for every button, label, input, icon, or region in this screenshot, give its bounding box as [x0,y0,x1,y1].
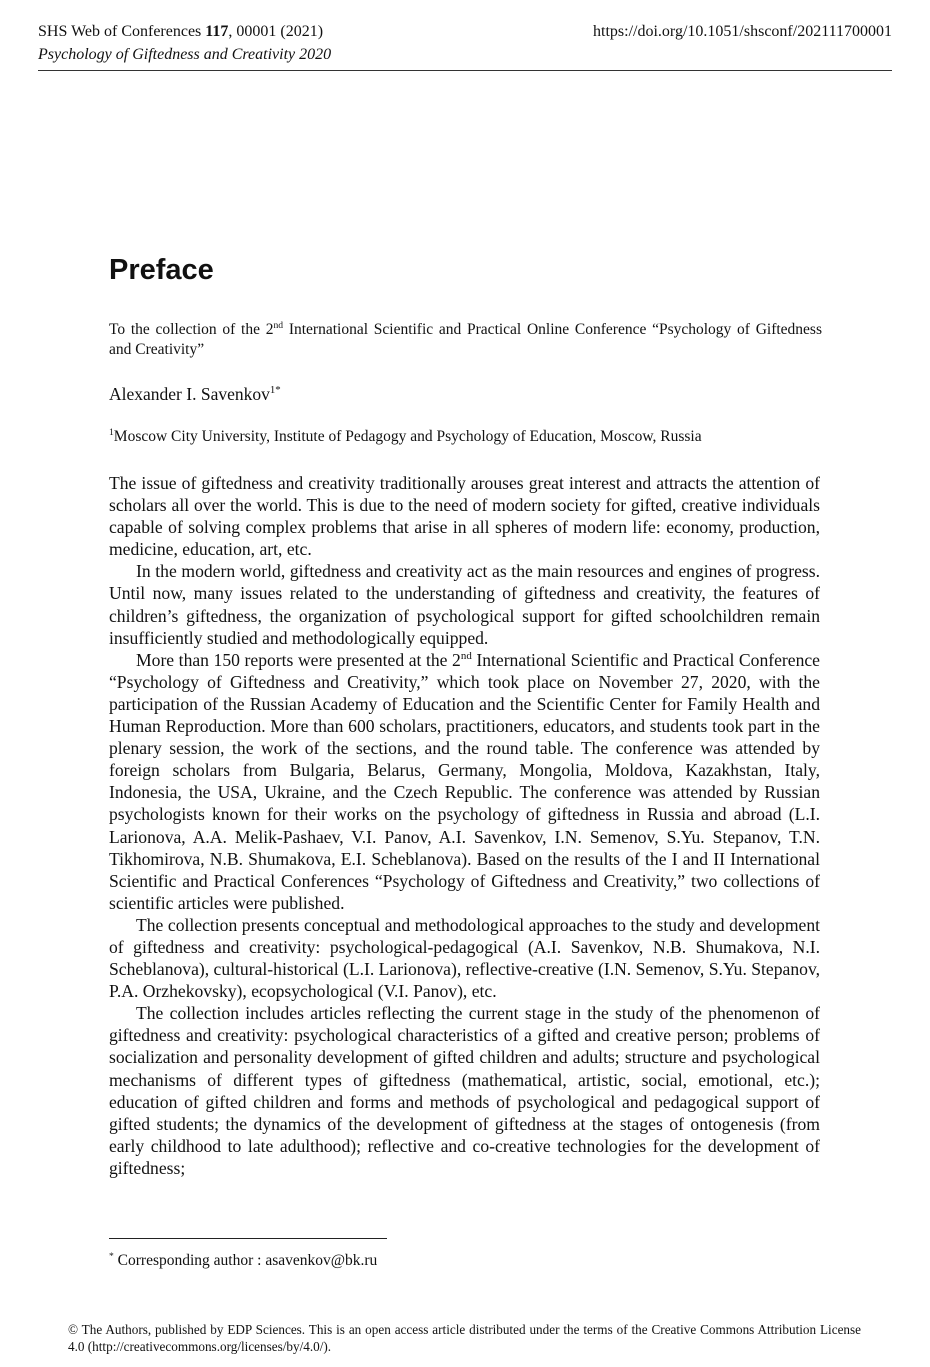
subtitle-ordinal: nd [273,319,284,331]
article-title: Preface [109,254,214,286]
footnote [109,1251,377,1271]
footnote-divider [109,1238,387,1239]
author-name: Alexander I. Savenkov [109,384,270,404]
author-line [109,383,281,405]
body-paragraph-3 [109,649,820,914]
affiliation-line [109,427,702,447]
article-body [109,472,820,1179]
doi-link[interactable]: https://doi.org/10.1051/shsconf/202111700001 [593,23,892,40]
paragraph-3-start: More than 150 reports were presented at the 2 [136,649,461,670]
footnote-marker: * [109,1250,114,1262]
running-header [38,20,892,71]
body-paragraph-4: The collection presents conceptual and methodological approaches to the study and development of giftedness and creativity: psychological-pedagogical (A.I. Savenkov, N.B. Shumakova, N.I. Scheblanova), cultural-historical (L.I. Larionova), reflective-creative (I.N. Semenov, S.Yu. Stepanov, P.A. Orzhekovsky), ecopsychological (V.I. Panov), etc. [109,914,820,1002]
body-paragraph-5: The collection includes articles reflecting the current stage in the study of the phenomenon of giftedness and creativity: psychological characteristics of a gifted and creative person; problems of socialization and personality development of gifted children and adults; structure and psychological mechanisms of different types of giftedness (mathematical, artistic, social, emotional, etc.); education of gifted children and forms and methods of psychological and pedagogical support of gifted students; the dynamics of the development of giftedness at the stages of ontogenesis (from early childhood to late adulthood); reflective and co-creative technologies for the development of giftedness; [109,1003,820,1178]
journal-volume: 117 [205,23,229,40]
paragraph-3-end: International Scientific and Practical Conference “Psychology of Giftedness and Creativity,” which took place on November 27, 2020, with the participation of the Russian Academy of Education and the Scientific Center for Family Health and Human Reproduction. More than 600 scholars, practitioners, educators, and students took part in the plenary session, the work of the sections, and the round table. The conference was attended by foreign scholars from Bulgaria, Belarus, Germany, Mongolia, Moldova, Kazakhstan, Italy, Indonesia, the USA, Ukraine, and the Czech Republic. The conference was attended by Russian psychologists known for their works on the psychology of giftedness in Russia and abroad (L.I. Larionova, A.A. Melik-Pashaev, V.I. Panov, A.I. Savenkov, I.N. Semenov, S.Yu. Stepanov, T.N. Tikhomirova, N.B. Shumakova, E.I. Scheblanova). Based on the results of the I and II International Scientific and Practical Conferences “Psychology of Giftedness and Creativity,” two collections of scientific articles were published. [109,649,820,913]
body-paragraph-2: In the modern world, giftedness and creativity act as the main resources and engines of progress. Until now, many issues related to the understanding of giftedness and creativity, the features of children’s giftedness, the organization of psychological support for gifted schoolchildren remain insufficiently studied and methodologically equipped. [109,561,820,648]
affiliation-marker: 1 [109,426,114,438]
author-marker: 1* [269,384,281,397]
paragraph-3-ordinal: nd [460,649,472,662]
license-notice: © The Authors, published by EDP Sciences. This is an open access article distributed under the terms of the Creative Commons Attribution License 4.0 (http://creativecommons.org/licenses/by/4.0/). [68,1322,861,1354]
article-subtitle [109,320,822,360]
footnote-text: Corresponding author : asavenkov@bk.ru [113,1252,378,1269]
proceedings-title: Psychology of Giftedness and Creativity 2020 [38,46,332,63]
subtitle-text-end: International Scientific and Practical Online Conference “Psychology of Giftedness and Creativity” [109,321,822,358]
journal-info [38,20,331,66]
subtitle-text-start: To the collection of the 2 [109,321,274,338]
journal-name: SHS Web of Conferences [38,23,206,40]
journal-issue: , 00001 (2021) [228,23,324,40]
affiliation-text: Moscow City University, Institute of Pedagogy and Psychology of Education, Moscow, Russia [113,428,702,445]
journal-citation [38,20,331,43]
body-paragraph-1: The issue of giftedness and creativity traditionally arouses great interest and attracts the attention of scholars all over the world. This is due to the need of modern society for gifted, creative individuals capable of solving complex problems that arise in all spheres of modern life: economy, production, medicine, education, art, etc. [109,473,820,560]
